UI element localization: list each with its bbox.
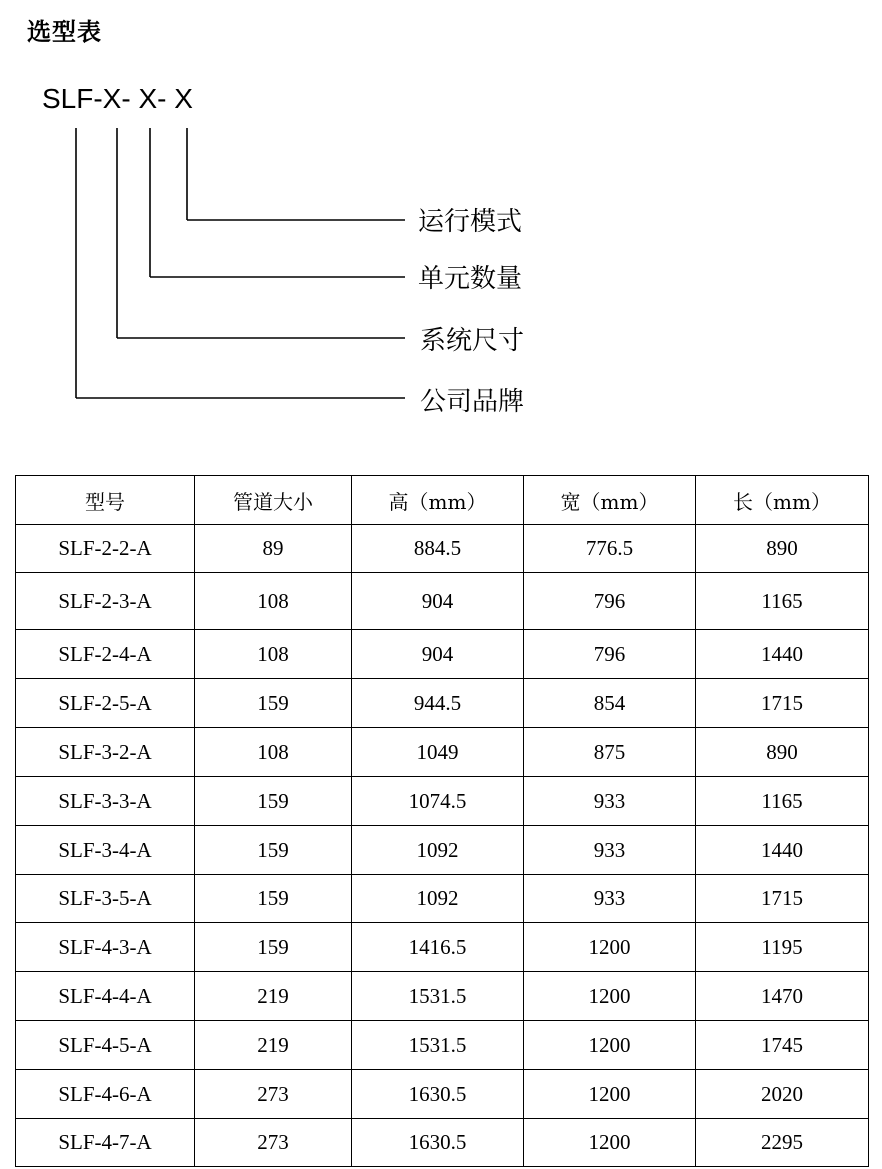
cell-pipe-size: 108: [195, 630, 352, 679]
table-row: [16, 777, 869, 826]
cell-length: 890: [696, 525, 869, 573]
cell-length: 1715: [696, 679, 869, 728]
cell-height: 1416.5: [352, 923, 524, 972]
table-row: [16, 1021, 869, 1070]
page-title: 选型表: [27, 17, 102, 46]
cell-height: 1531.5: [352, 972, 524, 1021]
cell-length: 1440: [696, 826, 869, 875]
cell-length: 1165: [696, 573, 869, 630]
cell-length: 2295: [696, 1119, 869, 1167]
label-run-mode: 运行模式: [418, 207, 523, 237]
cell-width: 1200: [524, 1119, 696, 1167]
cell-width: 1200: [524, 923, 696, 972]
table-body: [16, 525, 869, 1167]
cell-model: SLF-4-3-A: [16, 923, 195, 972]
cell-length: 2020: [696, 1070, 869, 1119]
table-header-row: [16, 476, 869, 525]
cell-model: SLF-4-7-A: [16, 1119, 195, 1167]
cell-model: SLF-2-5-A: [16, 679, 195, 728]
cell-height: 1630.5: [352, 1070, 524, 1119]
cell-length: 1745: [696, 1021, 869, 1070]
label-company-brand: 公司品牌: [420, 387, 525, 417]
cell-height: 1630.5: [352, 1119, 524, 1167]
cell-height: 904: [352, 573, 524, 630]
selection-table: [15, 475, 869, 1167]
table-row: [16, 1119, 869, 1167]
cell-pipe-size: 159: [195, 875, 352, 923]
cell-width: 875: [524, 728, 696, 777]
cell-width: 1200: [524, 1021, 696, 1070]
table-row: [16, 679, 869, 728]
label-system-size: 系统尺寸: [420, 326, 525, 356]
cell-height: 884.5: [352, 525, 524, 573]
cell-width: 854: [524, 679, 696, 728]
cell-model: SLF-3-3-A: [16, 777, 195, 826]
cell-width: 796: [524, 630, 696, 679]
cell-height: 944.5: [352, 679, 524, 728]
cell-length: 1470: [696, 972, 869, 1021]
cell-length: 1165: [696, 777, 869, 826]
header-length: 长（mm）: [696, 476, 869, 525]
cell-height: 1092: [352, 875, 524, 923]
table-row: [16, 923, 869, 972]
label-unit-count: 单元数量: [418, 264, 523, 294]
cell-model: SLF-3-2-A: [16, 728, 195, 777]
cell-width: 933: [524, 826, 696, 875]
cell-pipe-size: 108: [195, 573, 352, 630]
cell-height: 1074.5: [352, 777, 524, 826]
cell-pipe-size: 108: [195, 728, 352, 777]
cell-model: SLF-4-4-A: [16, 972, 195, 1021]
cell-length: 1195: [696, 923, 869, 972]
table-row: [16, 630, 869, 679]
cell-pipe-size: 159: [195, 923, 352, 972]
cell-model: SLF-3-4-A: [16, 826, 195, 875]
table-row: [16, 972, 869, 1021]
header-width: 宽（mm）: [524, 476, 696, 525]
cell-width: 1200: [524, 972, 696, 1021]
cell-pipe-size: 273: [195, 1070, 352, 1119]
cell-model: SLF-3-5-A: [16, 875, 195, 923]
header-pipe-size: 管道大小: [195, 476, 352, 525]
cell-pipe-size: 159: [195, 679, 352, 728]
cell-height: 1092: [352, 826, 524, 875]
cell-model: SLF-4-5-A: [16, 1021, 195, 1070]
cell-width: 1200: [524, 1070, 696, 1119]
cell-width: 933: [524, 777, 696, 826]
cell-length: 1715: [696, 875, 869, 923]
cell-height: 1049: [352, 728, 524, 777]
cell-height: 904: [352, 630, 524, 679]
cell-model: SLF-4-6-A: [16, 1070, 195, 1119]
model-code-text: SLF-X- X- X: [42, 83, 193, 114]
table-row: [16, 1070, 869, 1119]
header-model: 型号: [16, 476, 195, 525]
cell-pipe-size: 89: [195, 525, 352, 573]
cell-width: 933: [524, 875, 696, 923]
table-row: [16, 875, 869, 923]
cell-width: 796: [524, 573, 696, 630]
cell-width: 776.5: [524, 525, 696, 573]
cell-pipe-size: 159: [195, 826, 352, 875]
table-row: [16, 525, 869, 573]
cell-model: SLF-2-2-A: [16, 525, 195, 573]
cell-model: SLF-2-3-A: [16, 573, 195, 630]
model-code-diagram: [0, 70, 600, 420]
table-row: [16, 573, 869, 630]
cell-pipe-size: 159: [195, 777, 352, 826]
cell-model: SLF-2-4-A: [16, 630, 195, 679]
cell-length: 1440: [696, 630, 869, 679]
table-row: [16, 728, 869, 777]
cell-length: 890: [696, 728, 869, 777]
cell-pipe-size: 273: [195, 1119, 352, 1167]
cell-height: 1531.5: [352, 1021, 524, 1070]
header-height: 高（mm）: [352, 476, 524, 525]
cell-pipe-size: 219: [195, 972, 352, 1021]
cell-pipe-size: 219: [195, 1021, 352, 1070]
table-row: [16, 826, 869, 875]
